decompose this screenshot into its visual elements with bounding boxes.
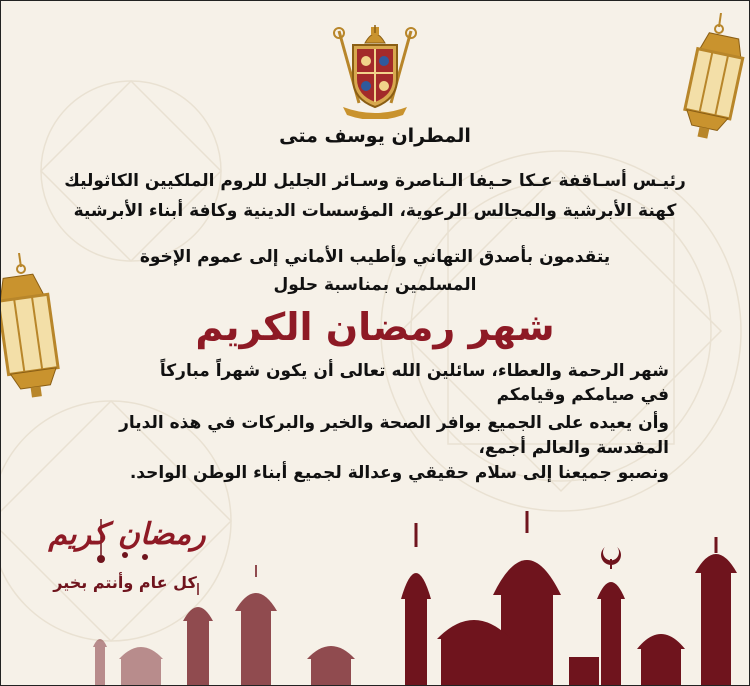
sender-title-line: رئيـس أسـاقفة عـكا حـيفا الـناصرة وسـائر الجليل للروم الملكيين الكاثوليك <box>64 171 686 191</box>
sender-title-line: كهنة الأبرشية والمجالس الرعوية، المؤسسات الدينية وكافة أبناء الأبرشية <box>73 201 677 221</box>
mosque-skyline <box>1 507 750 686</box>
coat-of-arms-icon <box>329 23 421 119</box>
greeting-intro-line: المسلمين بمناسبة حلول <box>273 275 477 295</box>
headline: شهر رمضان الكريم <box>195 305 555 349</box>
body-line: المقدسة والعالم أجمع، <box>478 438 669 458</box>
body-line: شهر الرحمة والعطاء، سائلين الله تعالى أن يكون شهراً مباركاً <box>159 361 669 381</box>
body-line: ونصبو جميعنا إلى سلام حقيقي وعدالة لجميع أبناء الوطن الواحد. <box>129 463 669 483</box>
holiday-wish: كل عام وأنتم بخير <box>53 573 197 592</box>
sender-name: المطران يوسف متى <box>279 125 471 147</box>
greeting-intro-line: يتقدمون بأصدق التهاني وأطيب الأماني إلى عموم الإخوة <box>139 247 611 267</box>
body-line: وأن يعيده على الجميع بوافر الصحة والخير والبركات في هذه الديار <box>119 413 669 433</box>
body-line: في صيامكم وقيامكم <box>496 385 669 405</box>
ramadan-kareem-calligraphy: رمضان كريم <box>48 517 206 552</box>
